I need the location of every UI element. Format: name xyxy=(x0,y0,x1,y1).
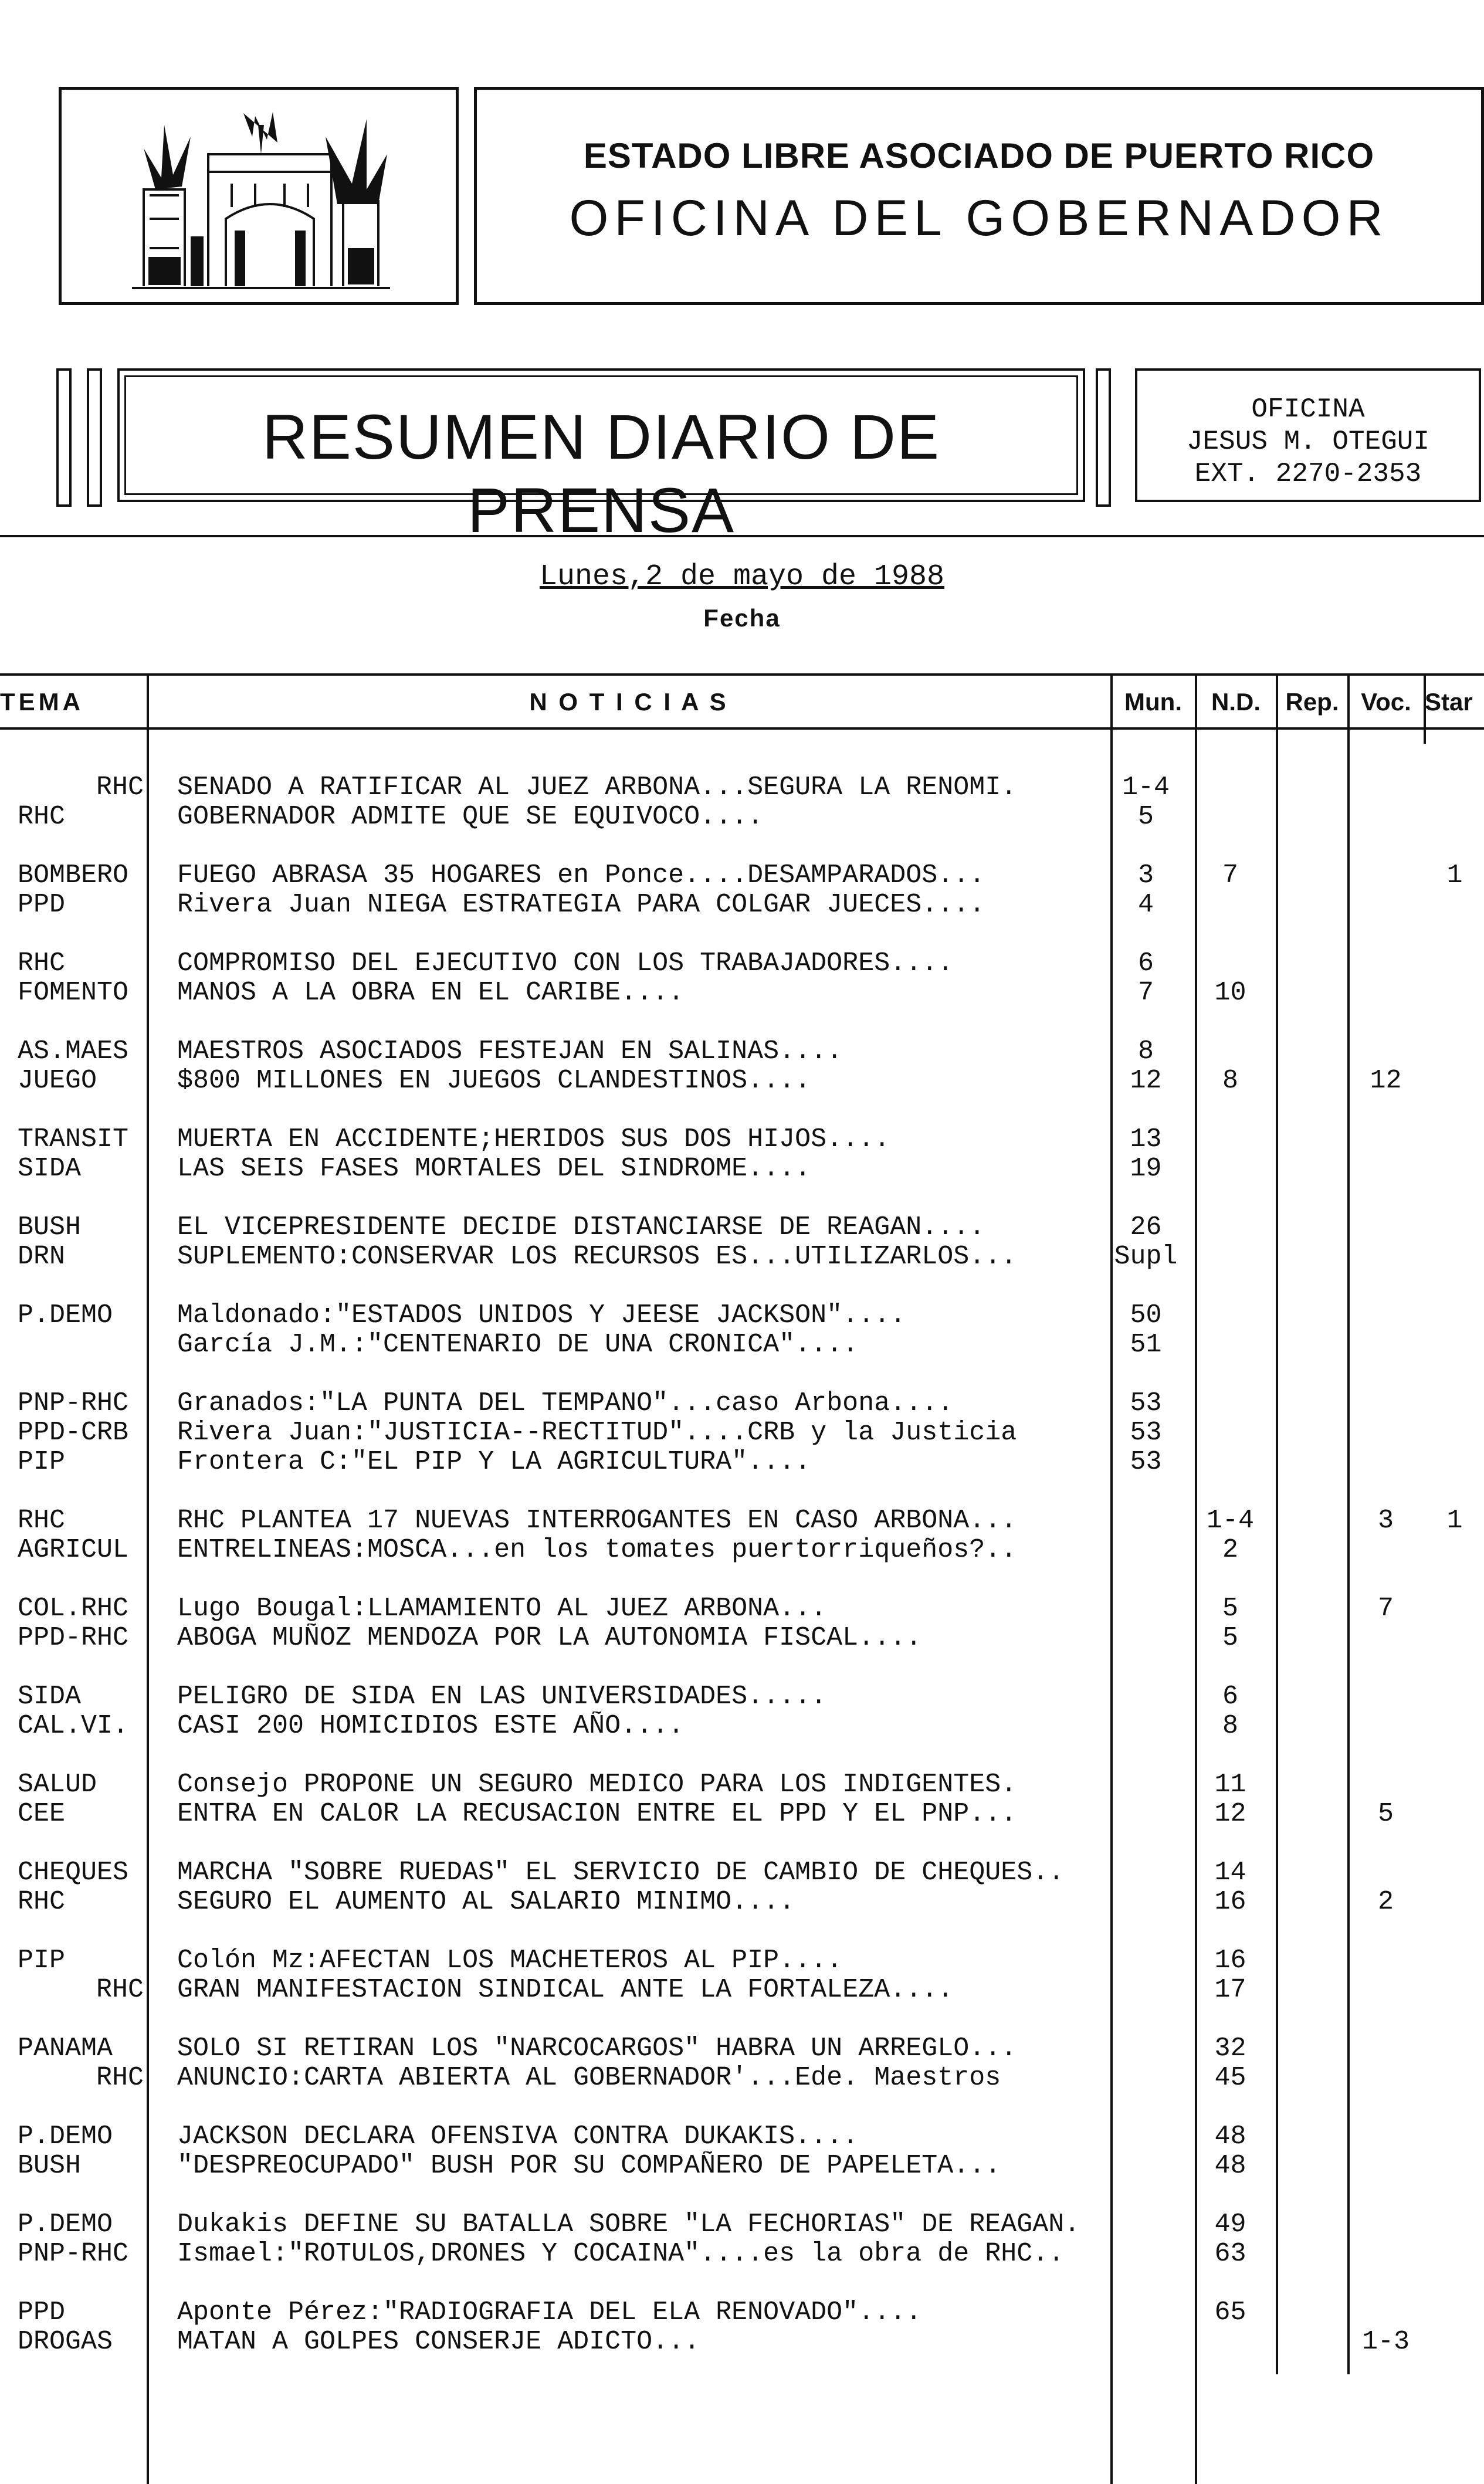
table-row xyxy=(0,1330,1484,1360)
banner-bar xyxy=(1096,368,1111,507)
row-noticia: PELIGRO DE SIDA EN LAS UNIVERSIDADES..... xyxy=(177,1682,827,1712)
row-nd: 8 xyxy=(1222,1711,1238,1741)
row-noticia: LAS SEIS FASES MORTALES DEL SINDROME.... xyxy=(177,1154,811,1184)
table-row xyxy=(0,861,1484,890)
table-row xyxy=(0,1536,1484,1565)
row-voc: 7 xyxy=(1377,1594,1394,1624)
row-mun: Supl xyxy=(1114,1242,1178,1272)
row-tema: RHC xyxy=(96,2063,144,2093)
row-nd: 7 xyxy=(1222,860,1238,890)
table-row xyxy=(0,1448,1484,1477)
document-title: RESUMEN DIARIO DE PRENSA xyxy=(262,401,941,545)
row-noticia: MAESTROS ASOCIADOS FESTEJAN EN SALINAS.... xyxy=(177,1037,843,1066)
row-noticia: GOBERNADOR ADMITE QUE SE EQUIVOCO.... xyxy=(177,802,764,832)
table-row xyxy=(0,1946,1484,1975)
row-tema: SALUD xyxy=(18,1770,97,1800)
row-noticia: Frontera C:"EL PIP Y LA AGRICULTURA".... xyxy=(177,1448,811,1477)
row-nd: 16 xyxy=(1214,1887,1246,1917)
row-nd: 5 xyxy=(1222,1623,1238,1653)
row-voc: 1-3 xyxy=(1361,2327,1410,2357)
row-noticia: MANOS A LA OBRA EN EL CARIBE.... xyxy=(177,978,685,1008)
table-row xyxy=(0,2122,1484,2151)
table-row xyxy=(0,1506,1484,1536)
row-noticia: FUEGO ABRASA 35 HOGARES en Ponce....DESAMPARADOS... xyxy=(177,861,985,890)
row-tema: CEE xyxy=(18,1799,66,1829)
table-row xyxy=(0,1712,1484,1741)
column-header-rep: Rep. xyxy=(1285,688,1339,716)
row-noticia: MATAN A GOLPES CONSERJE ADICTO... xyxy=(177,2327,700,2357)
row-noticia: RHC PLANTEA 17 NUEVAS INTERROGANTES EN CASO ARBONA... xyxy=(177,1506,1017,1536)
row-tema: PIP xyxy=(18,1447,66,1477)
table-row xyxy=(0,1154,1484,1184)
table-row xyxy=(0,2327,1484,2357)
row-tema: AS.MAES xyxy=(18,1036,129,1066)
row-tema: AGRICUL xyxy=(18,1535,129,1565)
row-tema: RHC xyxy=(18,1887,66,1917)
row-noticia: JACKSON DECLARA OFENSIVA CONTRA DUKAKIS.... xyxy=(177,2122,859,2151)
row-mun: 53 xyxy=(1130,1418,1162,1448)
table-row xyxy=(0,773,1484,802)
column-header-mun: Mun. xyxy=(1124,688,1182,716)
row-noticia: Lugo Bougal:LLAMAMIENTO AL JUEZ ARBONA... xyxy=(177,1594,827,1624)
table-row xyxy=(0,1887,1484,1917)
row-noticia: Rivera Juan NIEGA ESTRATEGIA PARA COLGAR JUECES.... xyxy=(177,890,985,920)
table-row xyxy=(0,949,1484,978)
row-mun: 26 xyxy=(1130,1212,1162,1242)
table-row xyxy=(0,978,1484,1008)
column-header-star: Star xyxy=(1425,688,1473,716)
row-nd: 48 xyxy=(1214,2122,1246,2151)
row-tema: RHC xyxy=(96,1975,144,2005)
date-label: Fecha xyxy=(703,604,781,632)
row-noticia: Ismael:"ROTULOS,DRONES Y COCAINA"....es la obra de RHC.. xyxy=(177,2239,1065,2269)
column-header-noticias: N O T I C I A S xyxy=(529,688,729,716)
row-tema: PNP-RHC xyxy=(18,2239,129,2269)
table-row xyxy=(0,1213,1484,1242)
row-tema: RHC xyxy=(96,772,144,802)
row-mun: 13 xyxy=(1130,1124,1162,1154)
table-row xyxy=(0,1037,1484,1066)
row-nd: 45 xyxy=(1214,2063,1246,2093)
table-row xyxy=(0,1800,1484,1829)
row-noticia: ANUNCIO:CARTA ABIERTA AL GOBERNADOR'...Ede. Maestros xyxy=(177,2063,1001,2093)
row-mun: 3 xyxy=(1137,860,1154,890)
table-row xyxy=(0,1594,1484,1624)
fortaleza-illustration xyxy=(120,101,396,292)
row-noticia: COMPROMISO DEL EJECUTIVO CON LOS TRABAJADORES.... xyxy=(177,949,954,978)
row-noticia: Maldonado:"ESTADOS UNIDOS Y JEESE JACKSON".... xyxy=(177,1301,906,1330)
table-row xyxy=(0,1770,1484,1800)
row-tema: DROGAS xyxy=(18,2327,113,2357)
row-noticia: García J.M.:"CENTENARIO DE UNA CRONICA".... xyxy=(177,1330,859,1360)
row-tema: PPD-RHC xyxy=(18,1623,129,1653)
row-noticia: Colón Mz:AFECTAN LOS MACHETEROS AL PIP.... xyxy=(177,1946,843,1975)
row-noticia: Rivera Juan:"JUSTICIA--RECTITUD"....CRB y la Justicia xyxy=(177,1418,1017,1448)
row-noticia: ENTRA EN CALOR LA RECUSACION ENTRE EL PPD Y EL PNP... xyxy=(177,1800,1017,1829)
column-header-voc: Voc. xyxy=(1361,688,1411,716)
row-nd: 16 xyxy=(1214,1946,1246,1975)
row-tema: P.DEMO xyxy=(18,2122,113,2151)
row-tema: P.DEMO xyxy=(18,2209,113,2239)
row-tema: SIDA xyxy=(18,1682,82,1712)
banner-bar xyxy=(87,368,102,507)
row-tema: PNP-RHC xyxy=(18,1388,129,1418)
row-tema: PPD xyxy=(18,2297,66,2327)
header-rule xyxy=(0,535,1484,537)
table-row xyxy=(0,1418,1484,1448)
state-name: ESTADO LIBRE ASOCIADO DE PUERTO RICO xyxy=(583,136,1375,175)
row-tema: FOMENTO xyxy=(18,978,129,1008)
row-tema: PPD-CRB xyxy=(18,1418,129,1448)
row-tema: CAL.VI. xyxy=(18,1711,129,1741)
row-nd: 17 xyxy=(1214,1975,1246,2005)
row-noticia: SEGURO EL AUMENTO AL SALARIO MINIMO.... xyxy=(177,1887,795,1917)
row-tema: PPD xyxy=(18,890,66,920)
title-box xyxy=(474,87,1484,305)
contact-box xyxy=(1135,368,1481,502)
row-mun: 1-4 xyxy=(1122,772,1170,802)
row-voc: 2 xyxy=(1377,1887,1394,1917)
row-nd: 32 xyxy=(1214,2034,1246,2063)
table-row xyxy=(0,1389,1484,1418)
row-nd: 6 xyxy=(1222,1682,1238,1712)
row-nd: 14 xyxy=(1214,1858,1246,1887)
row-noticia: Dukakis DEFINE SU BATALLA SOBRE "LA FECHORIAS" DE REAGAN. xyxy=(177,2210,1080,2239)
row-nd: 8 xyxy=(1222,1066,1238,1096)
table-row xyxy=(0,1858,1484,1887)
row-mun: 12 xyxy=(1130,1066,1162,1096)
row-mun: 51 xyxy=(1130,1330,1162,1360)
column-header-tema: TEMA xyxy=(0,688,84,716)
row-mun: 8 xyxy=(1137,1036,1154,1066)
row-tema: RHC xyxy=(18,948,66,978)
table-row xyxy=(0,890,1484,920)
table-row xyxy=(0,1066,1484,1096)
row-tema: BUSH xyxy=(18,2151,82,2181)
contact-office: OFICINA xyxy=(1251,394,1365,425)
row-tema: RHC xyxy=(18,802,66,832)
row-tema: COL.RHC xyxy=(18,1594,129,1624)
contact-extension: EXT. 2270-2353 xyxy=(1194,459,1422,489)
row-nd: 11 xyxy=(1214,1770,1246,1800)
contact-name: JESUS M. OTEGUI xyxy=(1186,426,1430,457)
banner-bar xyxy=(56,368,72,507)
row-tema: CHEQUES xyxy=(18,1858,129,1887)
row-nd: 10 xyxy=(1214,978,1246,1008)
table-top-rule xyxy=(0,673,1484,676)
table-row xyxy=(0,2151,1484,2181)
row-tema: PIP xyxy=(18,1946,66,1975)
row-nd: 63 xyxy=(1214,2239,1246,2269)
table-row xyxy=(0,1624,1484,1653)
row-noticia: ENTRELINEAS:MOSCA...en los tomates puertorriqueños?.. xyxy=(177,1536,1017,1565)
date-value: Lunes,2 de mayo de 1988 xyxy=(539,560,945,594)
table-row xyxy=(0,2063,1484,2093)
banner-box xyxy=(117,368,1085,545)
row-mun: 5 xyxy=(1137,802,1154,832)
table-row xyxy=(0,1682,1484,1712)
row-star: 1 xyxy=(1446,860,1463,890)
row-nd: 48 xyxy=(1214,2151,1246,2181)
row-noticia: CASI 200 HOMICIDIOS ESTE AÑO.... xyxy=(177,1712,685,1741)
row-noticia: Consejo PROPONE UN SEGURO MEDICO PARA LOS INDIGENTES. xyxy=(177,1770,1017,1800)
row-nd: 49 xyxy=(1214,2209,1246,2239)
column-header-nd: N.D. xyxy=(1211,688,1261,716)
row-mun: 19 xyxy=(1130,1154,1162,1184)
row-tema: BOMBERO xyxy=(18,860,129,890)
row-tema: DRN xyxy=(18,1242,66,1272)
row-mun: 53 xyxy=(1130,1447,1162,1477)
row-mun: 7 xyxy=(1137,978,1154,1008)
row-noticia: Granados:"LA PUNTA DEL TEMPANO"...caso Arbona.... xyxy=(177,1389,954,1418)
row-nd: 1-4 xyxy=(1206,1506,1254,1536)
governor-seal-box xyxy=(59,87,459,305)
row-noticia: SENADO A RATIFICAR AL JUEZ ARBONA...SEGURA LA RENOMI. xyxy=(177,773,1017,802)
row-noticia: MUERTA EN ACCIDENTE;HERIDOS SUS DOS HIJOS.... xyxy=(177,1125,890,1154)
table-row xyxy=(0,2298,1484,2327)
table-row xyxy=(0,2210,1484,2239)
row-tema: JUEGO xyxy=(18,1066,97,1096)
row-tema: RHC xyxy=(18,1506,66,1536)
row-nd: 65 xyxy=(1214,2297,1246,2327)
row-voc: 3 xyxy=(1377,1506,1394,1536)
row-mun: 53 xyxy=(1130,1388,1162,1418)
row-noticia: EL VICEPRESIDENTE DECIDE DISTANCIARSE DE REAGAN.... xyxy=(177,1213,985,1242)
row-nd: 5 xyxy=(1222,1594,1238,1624)
row-noticia: $800 MILLONES EN JUEGOS CLANDESTINOS.... xyxy=(177,1066,811,1096)
row-tema: TRANSIT xyxy=(18,1124,129,1154)
row-mun: 6 xyxy=(1137,948,1154,978)
table-row xyxy=(0,2239,1484,2269)
table-row xyxy=(0,1301,1484,1330)
row-voc: 12 xyxy=(1370,1066,1402,1096)
table-row xyxy=(0,1242,1484,1272)
row-noticia: SOLO SI RETIRAN LOS "NARCOCARGOS" HABRA UN ARREGLO... xyxy=(177,2034,1017,2063)
row-voc: 5 xyxy=(1377,1799,1394,1829)
row-noticia: "DESPREOCUPADO" BUSH POR SU COMPAÑERO DE PAPELETA... xyxy=(177,2151,1001,2181)
row-star: 1 xyxy=(1446,1506,1463,1536)
row-mun: 50 xyxy=(1130,1300,1162,1330)
row-mun: 4 xyxy=(1137,890,1154,920)
row-tema: PANAMA xyxy=(18,2034,113,2063)
row-noticia: MARCHA "SOBRE RUEDAS" EL SERVICIO DE CAMBIO DE CHEQUES.. xyxy=(177,1858,1065,1887)
date-line xyxy=(0,560,1484,594)
office-name: OFICINA DEL GOBERNADOR xyxy=(569,190,1389,246)
row-noticia: GRAN MANIFESTACION SINDICAL ANTE LA FORTALEZA.... xyxy=(177,1975,954,2005)
row-noticia: ABOGA MUÑOZ MENDOZA POR LA AUTONOMIA FISCAL.... xyxy=(177,1624,922,1653)
row-tema: BUSH xyxy=(18,1212,82,1242)
table-row xyxy=(0,1975,1484,2005)
row-nd: 12 xyxy=(1214,1799,1246,1829)
table-row xyxy=(0,802,1484,832)
row-tema: SIDA xyxy=(18,1154,82,1184)
row-noticia: Aponte Pérez:"RADIOGRAFIA DEL ELA RENOVADO".... xyxy=(177,2298,922,2327)
row-tema: P.DEMO xyxy=(18,1300,113,1330)
row-noticia: SUPLEMENTO:CONSERVAR LOS RECURSOS ES...UTILIZARLOS... xyxy=(177,1242,1017,1272)
table-row xyxy=(0,1125,1484,1154)
row-nd: 2 xyxy=(1222,1535,1238,1565)
table-row xyxy=(0,2034,1484,2063)
